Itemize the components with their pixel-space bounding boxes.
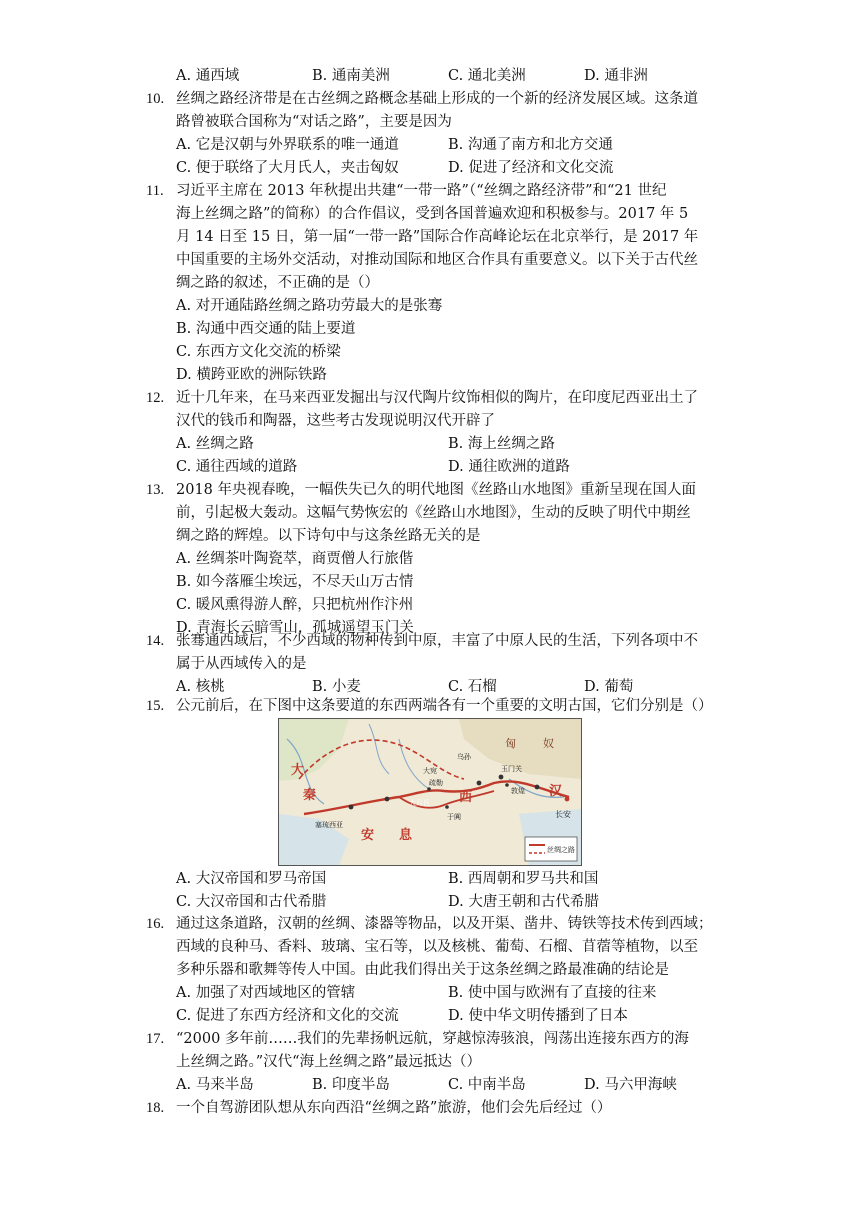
q16-option-d: D. 使中华文明传播到了日本 [448, 1008, 628, 1024]
q17-option-b: B. 印度半岛 [312, 1077, 390, 1093]
silk-road-map [278, 718, 582, 866]
q13-stem-line-1: 2018 年央视春晚，一幅佚失已久的明代地图《丝路山水地图》重新呈现在国人面 [176, 482, 697, 498]
map-label-dayuezhi: 大月氏 [409, 799, 430, 807]
map-label-an: 安 [361, 828, 375, 843]
q15-option-b: B. 西周朝和罗马共和国 [448, 871, 599, 887]
q16-option-b: B. 使中国与欧洲有了直接的往来 [448, 985, 657, 1001]
q14-option-c: C. 石榴 [448, 679, 497, 695]
q18-stem-line-1: 一个自驾游团队想从东向西沿“丝绸之路”旅游，他们会先后经过（） [176, 1100, 612, 1116]
map-label-wusun: 乌孙 [457, 753, 471, 761]
q14-option-d: D. 葡萄 [584, 679, 634, 695]
q11-stem-line-4: 中国重要的主场外交活动，对推动国际和地区合作具有重要意义。以下关于古代丝 [176, 252, 698, 268]
q11-stem-line-3: 月 14 日至 15 日，第一届“一带一路”国际合作高峰论坛在北京举行，是 2017 年 [176, 229, 699, 245]
q13-option-a: A. 丝绸茶叶陶瓷萃，商贾僧人行旅偕 [176, 551, 414, 567]
q16-option-c: C. 促进了东西方经济和文化的交流 [176, 1008, 399, 1024]
q9-option-d: D. 通非洲 [584, 68, 648, 84]
q15-option-d: D. 大唐王朝和古代希腊 [448, 894, 599, 910]
q14-option-a: A. 核桃 [176, 679, 225, 695]
q15-stem-line-1: 公元前后，在下图中这条要道的东西两端各有一个重要的文明古国，它们分别是（） [176, 698, 713, 714]
q12-stem-line-2: 汉代的钱币和陶器，这些考古发现说明汉代开辟了 [176, 413, 495, 429]
q11-option-c: C. 东西方文化交流的桥梁 [176, 344, 341, 360]
q9-option-a: A. 通西域 [176, 68, 240, 84]
q11-stem-line-1: 习近平主席在 2013 年秋提出共建“一带一路”（“丝绸之路经济带”和“21 世纪 [176, 183, 667, 199]
q14-number: 14. [146, 633, 165, 649]
q10-option-b: B. 沟通了南方和北方交通 [448, 137, 613, 153]
map-label-dayuan: 大宛 [423, 767, 437, 775]
q11-option-a: A. 对开通陆路丝绸之路功劳最大的是张骞 [176, 298, 443, 314]
q13-number: 13. [146, 482, 165, 498]
q9-option-c: C. 通北美洲 [448, 68, 526, 84]
q16-stem-line-2: 西域的良种马、香料、玻璃、宝石等，以及核桃、葡萄、石榴、苜蓿等植物，以至 [176, 939, 698, 955]
q13-stem-line-3: 绸之路的辉煌。以下诗句中与这条丝路无关的是 [176, 528, 481, 544]
q15-number: 15. [146, 698, 165, 714]
q14-stem-line-2: 属于从西域传入的是 [176, 656, 307, 672]
q11-option-d: D. 横跨亚欧的洲际铁路 [176, 367, 327, 383]
q10-stem-line-2: 路曾被联合国称为“对话之路”，主要是因为 [176, 114, 452, 130]
q12-option-a: A. 丝绸之路 [176, 436, 254, 452]
q11-stem-line-5: 绸之路的叙述，不正确的是（） [176, 275, 379, 291]
q12-option-b: B. 海上丝绸之路 [448, 436, 555, 452]
q17-number: 17. [146, 1031, 165, 1047]
q13-option-d: D. 青海长云暗雪山，孤城遥望玉门关 [176, 620, 414, 636]
q10-stem-line-1: 丝绸之路经济带是在古丝绸之路概念基础上形成的一个新的经济发展区域。这条道 [176, 91, 698, 107]
map-label-dunhuang: 敦煌 [511, 787, 525, 795]
map-label-xi-han: 西 [459, 790, 473, 805]
q17-option-c: C. 中南半岛 [448, 1077, 526, 1093]
map-label-nu: 奴 [543, 737, 554, 750]
map-label-seleucia: 塞琉西亚 [315, 821, 343, 829]
map-label-changan: 长安 [555, 810, 571, 819]
map-label-xiong: 匈 [505, 737, 516, 750]
q10-option-c: C. 便于联络了大月氏人，夹击匈奴 [176, 160, 399, 176]
q13-option-c: C. 暖风熏得游人醉，只把杭州作汴州 [176, 597, 414, 613]
map-label-xi-parthia: 息 [399, 828, 413, 843]
map-legend-label: 丝绸之路 [547, 846, 575, 854]
q15-option-a: A. 大汉帝国和罗马帝国 [176, 871, 327, 887]
q10-option-a: A. 它是汉朝与外界联系的唯一通道 [176, 137, 399, 153]
q14-option-b: B. 小麦 [312, 679, 361, 695]
q15-option-c: C. 大汉帝国和古代希腊 [176, 894, 327, 910]
map-label-shule: 疏勒 [429, 779, 443, 787]
q16-option-a: A. 加强了对西域地区的管辖 [176, 985, 356, 1001]
q13-stem-line-2: 前，引起极大轰动。这幅气势恢宏的《丝路山水地图》，生动的反映了明代中期丝 [176, 505, 691, 521]
q17-stem-line-2: 上丝绸之路。”汉代“海上丝绸之路”最远抵达（） [176, 1054, 481, 1070]
silk-road-map-graphic [279, 719, 581, 865]
q12-option-c: C. 通往西域的道路 [176, 459, 298, 475]
q11-option-b: B. 沟通中西交通的陆上要道 [176, 321, 356, 337]
q10-number: 10. [146, 91, 165, 107]
map-label-qin: 秦 [303, 788, 317, 803]
q12-number: 12. [146, 390, 165, 406]
q16-stem-line-1: 通过这条道路，汉朝的丝绸、漆器等物品，以及开渠、凿井、铸铁等技术传到西域； [176, 916, 713, 932]
q11-number: 11. [146, 183, 164, 199]
q9-option-b: B. 通南美洲 [312, 68, 390, 84]
q12-stem-line-1: 近十几年来，在马来西亚发掘出与汉代陶片纹饰相似的陶片，在印度尼西亚出土了 [176, 390, 698, 406]
q16-stem-line-3: 多种乐器和歌舞等传人中国。由此我们得出关于这条丝绸之路最准确的结论是 [176, 962, 669, 978]
q17-option-d: D. 马六甲海峡 [584, 1077, 677, 1093]
q16-number: 16. [146, 916, 165, 932]
map-label-han: 汉 [549, 784, 563, 799]
q10-option-d: D. 促进了经济和文化交流 [448, 160, 614, 176]
q11-stem-line-2: 海上丝绸之路”的简称）的合作倡议，受到各国普遍欢迎和积极参与。2017 年 5 [176, 206, 689, 222]
q17-stem-line-1: “2000 多年前……我们的先辈扬帆远航，穿越惊涛骇浪，闯荡出连接东西方的海 [176, 1031, 689, 1047]
q12-option-d: D. 通往欧洲的道路 [448, 459, 570, 475]
q17-option-a: A. 马来半岛 [176, 1077, 254, 1093]
map-label-yutian: 于阗 [447, 813, 461, 821]
map-label-yumenguan: 玉门关 [501, 765, 522, 773]
q13-option-b: B. 如今落雁尘埃远，不尽天山万古情 [176, 574, 414, 590]
q18-number: 18. [146, 1100, 165, 1116]
map-label-da: 大 [291, 763, 305, 778]
q14-stem-line-1: 张骞通西域后，不少西域的物种传到中原，丰富了中原人民的生活，下列各项中不 [176, 633, 698, 649]
